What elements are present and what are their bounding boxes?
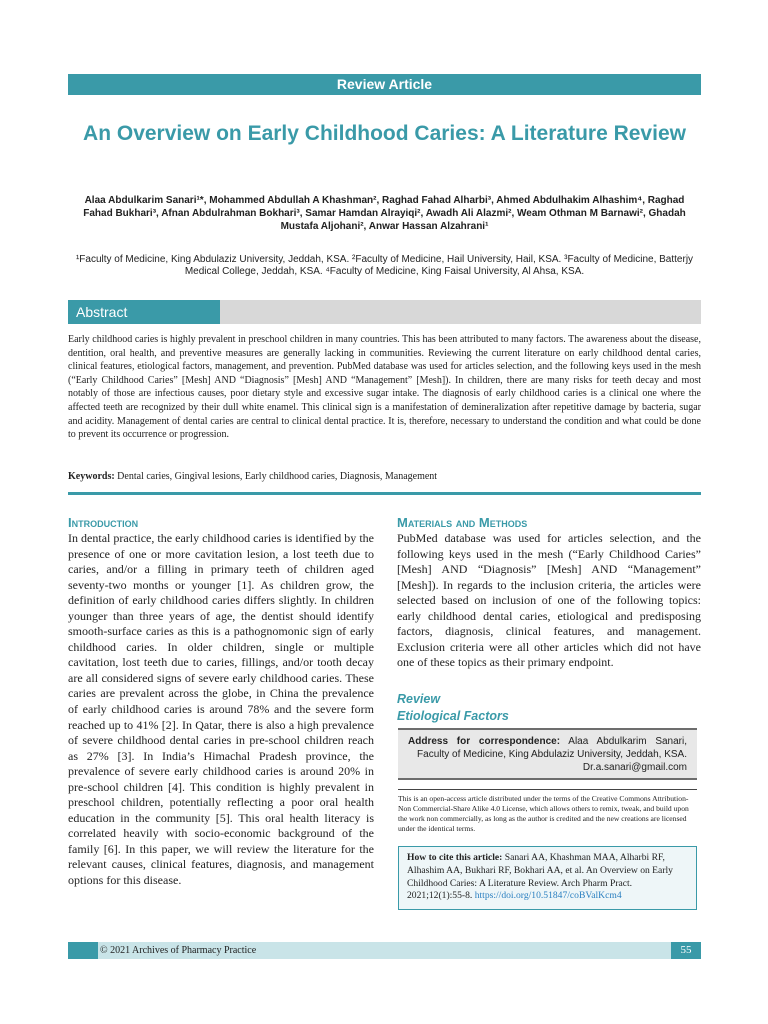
abstract-heading: Abstract bbox=[68, 300, 220, 324]
citation-label: How to cite this article: bbox=[407, 852, 503, 863]
correspondence-line bbox=[408, 735, 687, 748]
citation-box bbox=[398, 846, 697, 910]
abstract-text: Early childhood caries is highly prevalent in preschool children in many countries. This has been attributed to many factors. The awareness about the disease, dentition, oral health, and preventive measures are generally lacking in communities. Reviewing the current literature on early childhood dental caries, clinical features, etiological factors, management, and prevention. PubMed database was used for articles selection, and the following keys used in the mesh (“Early Childhood Caries” [Mesh] AND “Diagnosis” [Mesh] AND “Management” [Mesh]). In children, there are many risks for teeth decay and most notably of those are infectious causes, poor dietary style and excessive sugar intake. The diagnosis of early childhood caries is a clinical one where the affected teeth are recognized by their dull white enamel. This clinical sign is a manifestation of demineralization after repetitive damage by bacteria, sugar and acidity. Management of dental caries are central to clinical dental practice. It is, therefore, necessary to understand the condition and what could be done to prevent its occurrence or progression. bbox=[68, 334, 701, 441]
page-footer bbox=[68, 942, 701, 959]
correspondence-label: Address for correspondence: bbox=[408, 736, 561, 747]
section-divider bbox=[68, 492, 701, 495]
keywords-text: Dental caries, Gingival lesions, Early childhood caries, Diagnosis, Management bbox=[114, 471, 438, 482]
correspondence-address: Faculty of Medicine, King Abdulaziz University, Jeddah, KSA. bbox=[417, 749, 687, 760]
keywords bbox=[68, 470, 701, 483]
introduction-heading: Introduction bbox=[68, 515, 139, 530]
left-column bbox=[68, 514, 374, 889]
license-notice: This is an open-access article distributed under the terms of the Creative Commons Attribution-Non Commercial-Share Alike 4.0 License, which allows others to remix, tweak, and build upon the work non commercially, as long as the author is credited and the new creations are licensed under the identical terms. bbox=[398, 789, 697, 834]
keywords-label: Keywords: bbox=[68, 471, 115, 482]
footer-accent bbox=[68, 942, 98, 959]
author-list: Alaa Abdulkarim Sanari¹*, Mohammed Abdullah A Khashman², Raghad Fahad Alharbi³, Ahmed Abdulhakim Alhashim⁴, Raghad Fahad Bukhari³, Afnan Abdulrahman Bokhari³, Samar Hamdan Alrayiqi², Awadh Ali Alazmi², Weam Othman M Barnawi², Ghadah Mustafa Aljohani², Anwar Hassan Alzahrani¹ bbox=[83, 195, 686, 232]
right-column bbox=[397, 514, 701, 725]
introduction-text: In dental practice, the early childhood caries is identified by the presence of one or more cavitation lesion, a lost teeth due to caries, and/or a filling in primary teeth of children aged seventy-two months or younger [1]. As children grow, the definition of early childhood caries differs slightly. In children younger than three years of age, the dentist should identify smooth-surface caries as this is a pathognomonic sign of early childhood caries. In older children, single or multiple cavitation, lost teeth due to caries, fillings, and/or tooth decay are all considered signs of severe early childhood caries. These caries are prevalent across the globe, in China the prevalence of early childhood caries is around 78% and the severe form reached up to 41% [2]. In Qatar, there is also a high prevalence of severe childhood dental caries in pre-school children reach as 27% [3]. In India’s Himachal Pradesh province, the prevalence of severe early childhood caries is around 20% in pre-school children [4]. This condition is highly prevalent in preschool children, potentially reflecting a poor oral health education in the community [5]. This oral health literacy is correlated heavily with socio-economic background of the family [6]. In this paper, we will review the literature for the relevant causes, clinical features, diagnosis, and management options for this disease. bbox=[68, 531, 374, 888]
citation-text: Sanari AA, Khashman MAA, Alharbi RF, Alhashim AA, Bukhari RF, Bokhari AA, et al. An Overview on Early Childhood Caries: A Literature Review. Arch Pharm Pract. 2021;12(1):55-8. bbox=[407, 852, 673, 902]
review-heading: Review bbox=[397, 691, 441, 706]
article-type-banner: Review Article bbox=[68, 74, 701, 95]
article-title: An Overview on Early Childhood Caries: A Literature Review bbox=[83, 122, 686, 145]
page-number: 55 bbox=[671, 942, 701, 959]
methods-heading: Materials and Methods bbox=[397, 515, 528, 530]
abstract-bar bbox=[68, 300, 701, 324]
correspondence-name: Alaa Abdulkarim Sanari, bbox=[560, 736, 687, 747]
footer-copyright: © 2021 Archives of Pharmacy Practice bbox=[100, 945, 257, 956]
etiological-factors-heading: Etiological Factors bbox=[397, 708, 509, 723]
correspondence-email[interactable]: Dr.a.sanari@gmail.com bbox=[582, 762, 687, 773]
methods-text: PubMed database was used for articles selection, and the following keys used in the mesh (“Early Childhood Caries” [Mesh] AND “Diagnosis” [Mesh] AND “Management” [Mesh]). In regards to the inclusion criteria, the articles were selected based on inclusion of one of the following topics: early childhood dental caries, etiological and predisposing factors, diagnosis, clinical features, and management. Exclusion criteria were all other articles which did not have one of these topics as their primary endpoint. bbox=[397, 531, 701, 670]
affiliations: ¹Faculty of Medicine, King Abdulaziz University, Jeddah, KSA. ²Faculty of Medicine, Hail University, Hail, KSA. ³Faculty of Medicine, Batterjy Medical College, Jeddah, KSA. ⁴Faculty of Medicine, King Faisal University, Al Ahsa, KSA. bbox=[75, 254, 694, 277]
doi-link[interactable]: https://doi.org/10.51847/coBValKcm4 bbox=[474, 890, 622, 902]
correspondence-box bbox=[398, 728, 697, 780]
